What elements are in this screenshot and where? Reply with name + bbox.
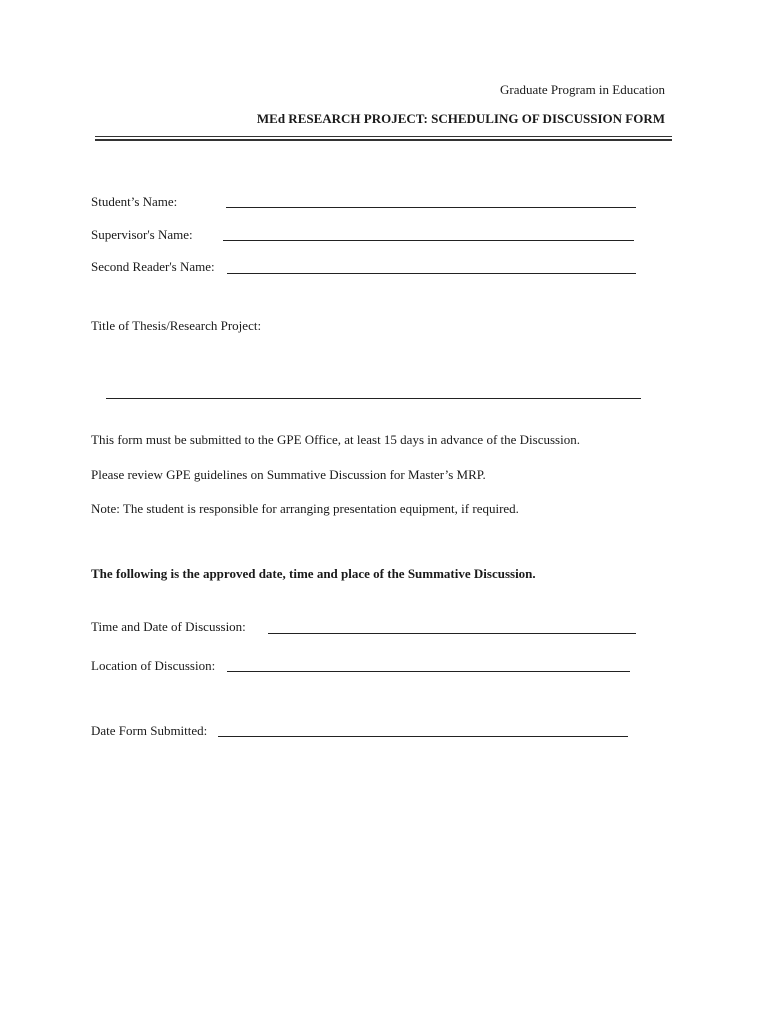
supervisor-name-field[interactable] xyxy=(223,240,634,241)
instruction-submission-deadline: This form must be submitted to the GPE Office, at least 15 days in advance of the Discussion. xyxy=(91,432,580,447)
thesis-title-field[interactable] xyxy=(106,398,641,399)
location-label: Location of Discussion: xyxy=(91,658,216,673)
instruction-equipment-note: Note: The student is responsible for arranging presentation equipment, if required. xyxy=(91,501,519,516)
date-submitted-field[interactable] xyxy=(218,736,628,737)
header-divider xyxy=(95,136,672,141)
time-date-field[interactable] xyxy=(268,633,636,634)
department-name: Graduate Program in Education xyxy=(500,82,665,97)
approval-heading: The following is the approved date, time and place of the Summative Discussion. xyxy=(91,566,536,581)
student-name-field[interactable] xyxy=(226,207,636,208)
student-name-label: Student’s Name: xyxy=(91,194,178,209)
instruction-review-guidelines: Please review GPE guidelines on Summative Discussion for Master’s MRP. xyxy=(91,467,486,482)
location-field[interactable] xyxy=(227,671,630,672)
date-submitted-label: Date Form Submitted: xyxy=(91,723,208,738)
thesis-title-label: Title of Thesis/Research Project: xyxy=(91,318,262,333)
supervisor-name-label: Supervisor's Name: xyxy=(91,227,193,242)
second-reader-field[interactable] xyxy=(227,273,636,274)
time-date-label: Time and Date of Discussion: xyxy=(91,619,246,634)
form-title: MEd RESEARCH PROJECT: SCHEDULING OF DISCUSSION FORM xyxy=(256,111,665,126)
second-reader-label: Second Reader's Name: xyxy=(91,259,215,274)
